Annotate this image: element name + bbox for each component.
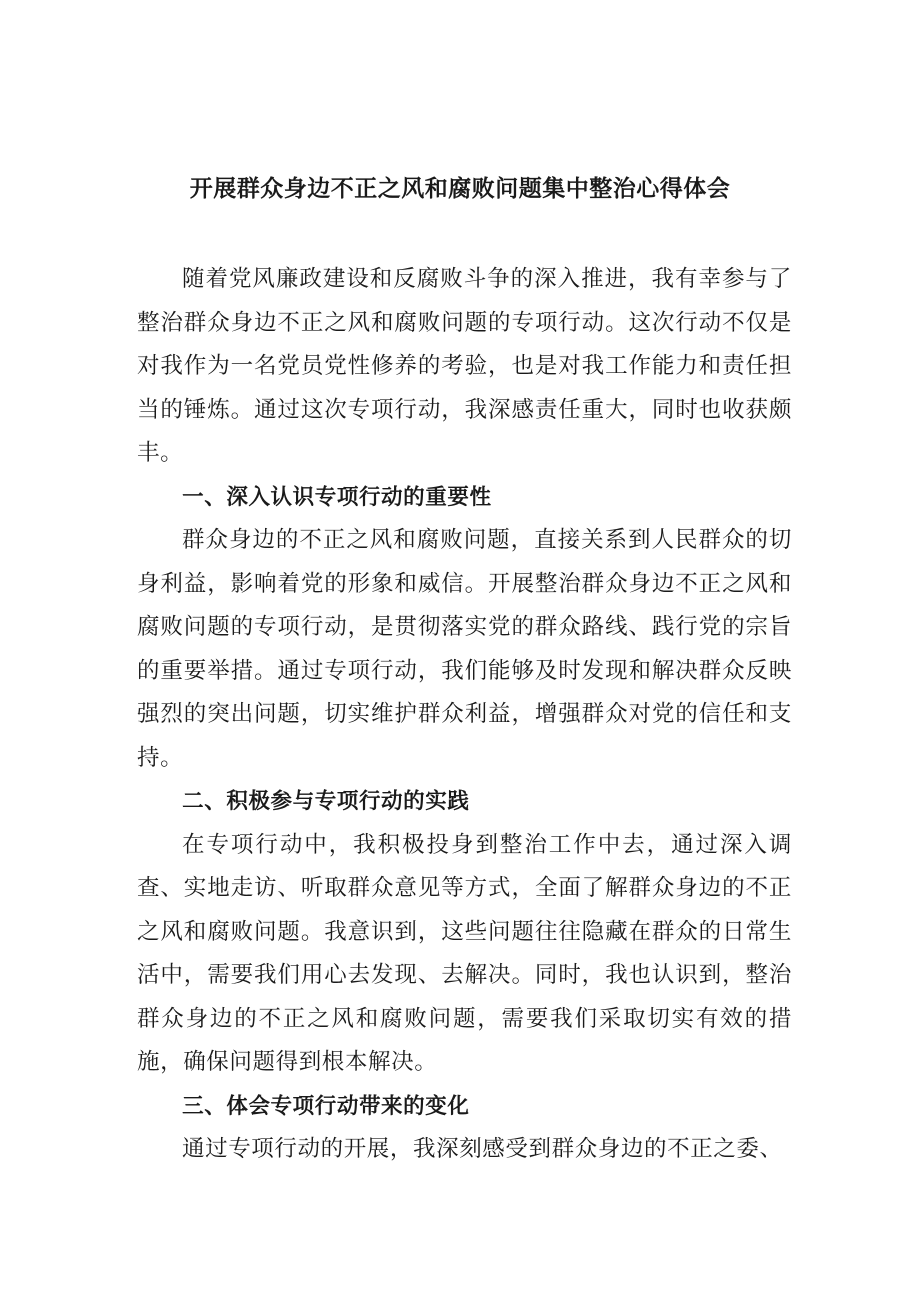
section-1-paragraph: 群众身边的不正之风和腐败问题，直接关系到人民群众的切身利益，影响着党的形象和威信。开展整治群众身边不正之风和腐败问题的专项行动，是贯彻落实党的群众路线、践行党的宗旨的重要举措。通过专项行动，我们能够及时发现和解决群众反映强烈的突出问题，切实维护群众利益，增强群众对党的信任和支持。 <box>137 527 792 771</box>
section-2-heading: 二、积极参与专项行动的实践 <box>182 789 470 814</box>
section-1-heading: 一、深入认识专项行动的重要性 <box>182 484 492 510</box>
section-2-paragraph: 在专项行动中，我积极投身到整治工作中去，通过深入调查、实地走访、听取群众意见等方式，全面了解群众身边的不正之风和腐败问题。我意识到，这些问题往往隐藏在群众的日常生活中，需要我们用心去发现、去解决。同时，我也认识到，整治群众身边的不正之风和腐败问题，需要我们采取切实有效的措施，确保问题得到根本解决。 <box>137 831 792 1075</box>
section-3-heading: 三、体会专项行动带来的变化 <box>182 1093 470 1119</box>
document-body <box>137 258 792 1172</box>
document-title: 开展群众身边不正之风和腐败问题集中整治心得体会 <box>189 176 731 202</box>
intro-paragraph: 随着党风廉政建设和反腐败斗争的深入推进，我有幸参与了整治群众身边不正之风和腐败问题的专项行动。这次行动不仅是对我作为一名党员党性修养的考验，也是对我工作能力和责任担当的锤炼。通过这次专项行动，我深感责任重大，同时也收获颇丰。 <box>137 266 792 466</box>
section-3-paragraph: 通过专项行动的开展，我深刻感受到群众身边的不正之委、 <box>182 1136 783 1162</box>
